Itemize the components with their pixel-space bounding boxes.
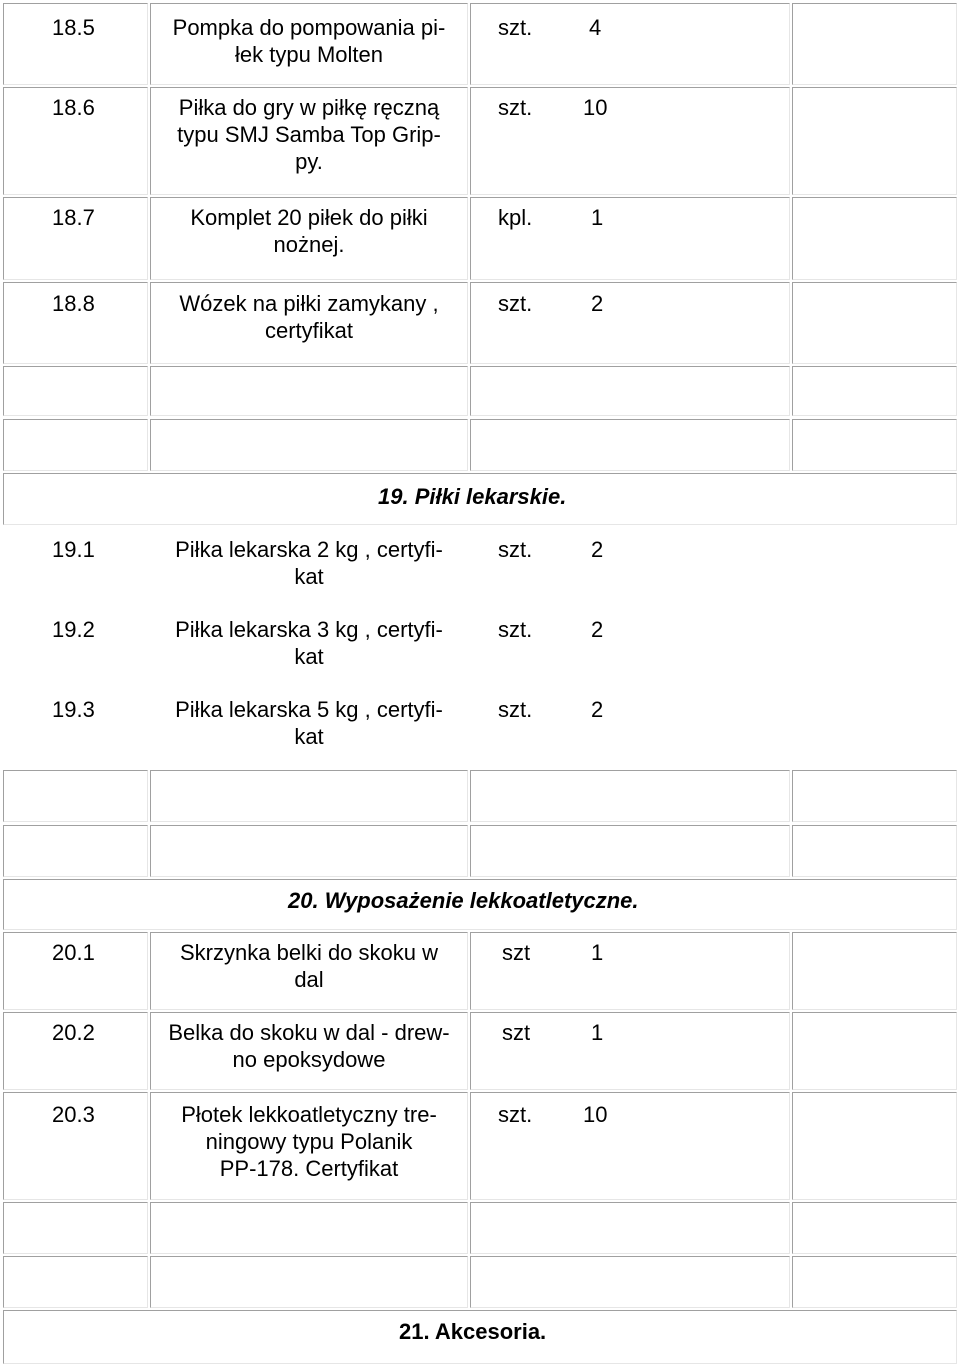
empty-cell xyxy=(792,770,957,822)
item-name-line: ningowy typu Polanik xyxy=(205,1129,413,1154)
cell-extra xyxy=(792,282,957,364)
item-name-line: kat xyxy=(294,564,324,589)
item-name-line: PP-178. Certyfikat xyxy=(219,1156,399,1181)
empty-cell xyxy=(3,770,148,822)
empty-cell xyxy=(792,366,957,416)
item-lp: 19.2 xyxy=(52,617,95,642)
empty-cell xyxy=(470,366,790,416)
item-unit: szt. xyxy=(498,697,533,722)
item-name-line: kat xyxy=(294,644,324,669)
item-lp: 18.7 xyxy=(52,205,95,230)
item-name-line: kat xyxy=(294,724,324,749)
item-lp: 20.2 xyxy=(52,1020,95,1045)
item-qty: 10 xyxy=(583,1102,608,1127)
item-unit: szt xyxy=(502,940,531,965)
item-name-line: Płotek lekkoatletyczny tre- xyxy=(181,1102,437,1127)
empty-cell xyxy=(150,770,468,822)
empty-cell xyxy=(470,825,790,877)
item-unit: szt xyxy=(502,1020,531,1045)
item-name-line: Piłka lekarska 2 kg , certyfi- xyxy=(175,537,443,562)
item-qty: 2 xyxy=(591,617,604,642)
empty-cell xyxy=(470,770,790,822)
empty-cell xyxy=(150,419,468,471)
item-lp: 18.5 xyxy=(52,15,95,40)
item-name-line: dal xyxy=(294,967,324,992)
empty-cell xyxy=(792,1202,957,1254)
item-qty: 1 xyxy=(591,940,604,965)
cell-extra xyxy=(792,197,957,280)
item-name-line: nożnej. xyxy=(273,232,345,257)
item-unit: szt. xyxy=(498,617,533,642)
item-name-line: Belka do skoku w dal - drew- xyxy=(168,1020,450,1045)
cell-extra xyxy=(792,1092,957,1200)
empty-cell xyxy=(470,419,790,471)
empty-cell xyxy=(150,1202,468,1254)
empty-cell xyxy=(3,366,148,416)
item-name-line: Wózek na piłki zamykany , xyxy=(179,291,439,316)
item-name-line: Piłka lekarska 5 kg , certyfi- xyxy=(175,697,443,722)
item-lp: 20.3 xyxy=(52,1102,95,1127)
item-lp: 18.8 xyxy=(52,291,95,316)
empty-cell xyxy=(3,1256,148,1308)
empty-cell xyxy=(150,366,468,416)
item-name-line: Piłka do gry w piłkę ręczną xyxy=(178,95,440,120)
cell-extra xyxy=(792,87,957,195)
item-name-line: Pompka do pompowania pi- xyxy=(172,15,446,40)
empty-cell xyxy=(792,1256,957,1308)
item-unit: szt. xyxy=(498,291,533,316)
item-name-line: no epoksydowe xyxy=(232,1047,386,1072)
empty-cell xyxy=(792,825,957,877)
item-lp: 19.1 xyxy=(52,537,95,562)
item-name-line: certyfikat xyxy=(264,318,354,343)
section-title-21: 21. Akcesoria. xyxy=(399,1319,547,1344)
item-qty: 2 xyxy=(591,291,604,316)
empty-cell xyxy=(3,825,148,877)
item-unit: kpl. xyxy=(498,205,533,230)
item-qty: 1 xyxy=(591,205,604,230)
empty-cell xyxy=(3,1202,148,1254)
item-lp: 18.6 xyxy=(52,95,95,120)
item-qty: 2 xyxy=(591,537,604,562)
empty-cell xyxy=(470,1202,790,1254)
item-name-line: łek typu Molten xyxy=(235,42,383,67)
item-qty: 2 xyxy=(591,697,604,722)
item-name-line: Komplet 20 piłek do piłki xyxy=(190,205,428,230)
empty-cell xyxy=(792,419,957,471)
item-unit: szt. xyxy=(498,1102,533,1127)
item-name-line: py. xyxy=(295,149,323,174)
item-unit: szt. xyxy=(498,15,533,40)
empty-cell xyxy=(3,419,148,471)
empty-cell xyxy=(470,1256,790,1308)
empty-cell xyxy=(150,825,468,877)
cell-extra xyxy=(792,3,957,85)
section-title-19: 19. Piłki lekarskie. xyxy=(378,484,567,509)
item-unit: szt. xyxy=(498,95,533,120)
item-lp: 19.3 xyxy=(52,697,95,722)
item-unit: szt. xyxy=(498,537,533,562)
item-name-line: Skrzynka belki do skoku w xyxy=(180,940,438,965)
item-qty: 10 xyxy=(583,95,608,120)
section-title-20: 20. Wyposażenie lekkoatletyczne. xyxy=(288,888,639,913)
item-name-line: typu SMJ Samba Top Grip- xyxy=(177,122,441,147)
item-lp: 20.1 xyxy=(52,940,95,965)
empty-cell xyxy=(150,1256,468,1308)
item-name-line: Piłka lekarska 3 kg , certyfi- xyxy=(175,617,443,642)
cell-extra xyxy=(792,932,957,1010)
item-qty: 4 xyxy=(589,15,602,40)
cell-extra xyxy=(792,1012,957,1090)
item-qty: 1 xyxy=(591,1020,604,1045)
